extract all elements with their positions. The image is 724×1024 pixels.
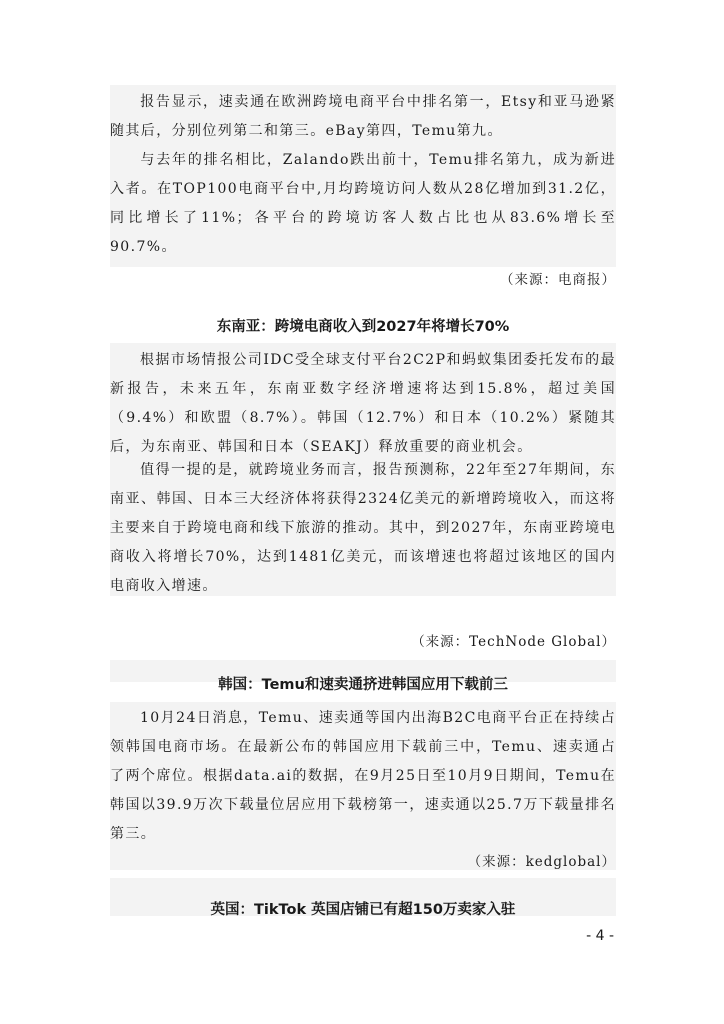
page-number: - 4 - [586,928,614,944]
section-heading: 韩国：Temu和速卖通挤进韩国应用下载前三 [218,677,508,693]
paragraph: 报告显示，速卖通在欧洲跨境电商平台中排名第一，Etsy和亚马逊紧随其后，分别位列第二和第三。eBay第四，Temu第九。 [110,94,616,139]
paragraph: 根据市场情报公司IDC受全球支付平台2C2P和蚂蚁集团委托发布的最新报告，未来五年，东南亚数字经济增速将达到15.8%，超过美国（9.4%）和欧盟（8.7%）。韩国（12.7%）和日本（10.2%）紧随其后，为东南亚、韩国和日本（SEAKJ）释放重要的商业机会。 [110,352,616,455]
source-note: （来源：电商报） [500,272,616,288]
section-heading: 英国：TikTok 英国店铺已有超150万卖家入驻 [210,902,516,918]
source-note: （来源：TechNode Global） [411,634,616,650]
section-heading: 东南亚：跨境电商收入到2027年将增长70% [216,319,510,335]
source-note: （来源：kedglobal） [467,854,616,870]
paragraph: 值得一提的是，就跨境业务而言，报告预测称，22年至27年期间，东南亚、韩国、日本三大经济体将获得2324亿美元的新增跨境收入，而这将主要来自于跨境电商和线下旅游的推动。其中，到2027年，东南亚跨境电商收入将增长70%，达到1481亿美元，而该增速也将超过该地区的国内电商收入增速。 [110,462,616,594]
paragraph: 10月24日消息，Temu、速卖通等国内出海B2C电商平台正在持续占领韩国电商市场。在最新公布的韩国应用下载前三中，Temu、速卖通占了两个席位。根据data.ai的数据，在9月25日至10月9日期间，Temu在韩国以39.9万次下载量位居应用下载榜第一，速卖通以25.7万下载量排名第三。 [110,710,616,842]
paragraph: 与去年的排名相比，Zalando跌出前十，Temu排名第九，成为新进入者。在TOP100电商平台中,月均跨境访问人数从28亿增加到31.2亿，同比增长了11%；各平台的跨境访客人数占比也从83.6%增长至90.7%。 [110,152,616,255]
